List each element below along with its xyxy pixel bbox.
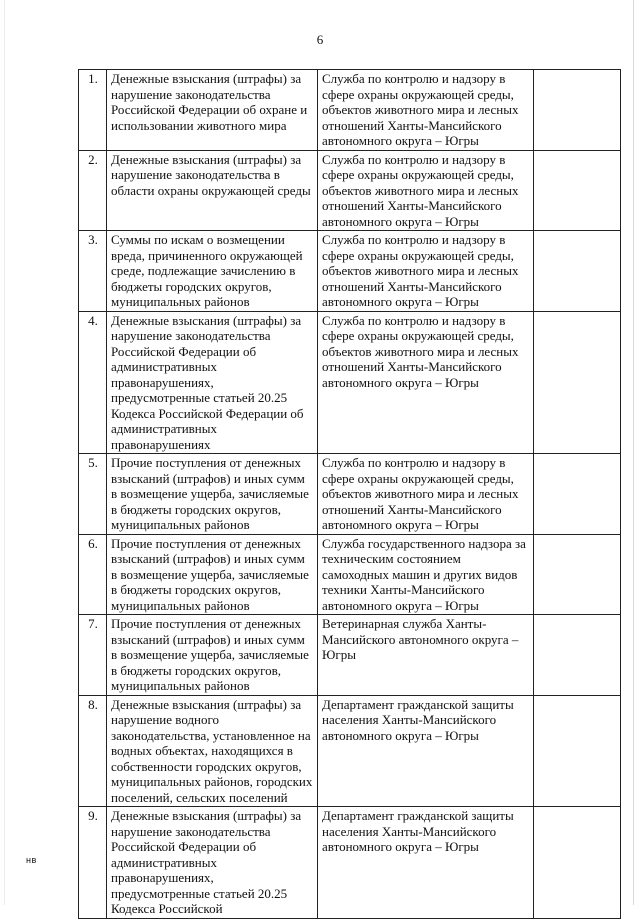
revenue-type-cell: Денежные взыскания (штрафы) за нарушение законодательства в области охраны окружающей среды	[107, 150, 318, 231]
table-row	[79, 70, 621, 151]
revenue-type-cell: Денежные взыскания (штрафы) за нарушение законодательства Российской Федерации об охране и использовании животного мира	[107, 70, 318, 151]
administrator-cell: Департамент гражданской защиты населения Ханты-Мансийского автономного округа – Югры	[318, 807, 534, 919]
administrator-cell: Служба по контролю и надзору в сфере охраны окружающей среды, объектов животного мира и лесных отношений Ханты-Мансийского автономного округа – Югры	[318, 70, 534, 151]
row-number: 3.	[79, 231, 107, 312]
empty-cell	[534, 695, 621, 807]
administrator-cell: Служба государственного надзора за техническим состоянием самоходных машин и других видов техники Ханты-Мансийского автономного округа – Югры	[318, 534, 534, 615]
empty-cell	[534, 534, 621, 615]
empty-cell	[534, 311, 621, 454]
table-row	[79, 231, 621, 312]
empty-cell	[534, 807, 621, 919]
empty-cell	[534, 70, 621, 151]
administrator-cell: Служба по контролю и надзору в сфере охраны окружающей среды, объектов животного мира и лесных отношений Ханты-Мансийского автономного округа – Югры	[318, 454, 534, 535]
page-number: 6	[316, 32, 324, 47]
row-number: 2.	[79, 150, 107, 231]
empty-cell	[534, 615, 621, 696]
table-row	[79, 615, 621, 696]
revenue-type-cell: Суммы по искам о возмещении вреда, причиненного окружающей среде, подлежащие зачислению в бюджеты городских округов, муниципальных районов	[107, 231, 318, 312]
empty-cell	[534, 454, 621, 535]
table-row	[79, 311, 621, 454]
administrator-cell: Служба по контролю и надзору в сфере охраны окружающей среды, объектов животного мира и лесных отношений Ханты-Мансийского автономного округа – Югры	[318, 150, 534, 231]
revenue-type-cell: Прочие поступления от денежных взысканий (штрафов) и иных сумм в возмещение ущерба, зачисляемые в бюджеты городских округов, муниципальных районов	[107, 534, 318, 615]
scan-edge-left	[4, 0, 5, 905]
row-number: 8.	[79, 695, 107, 807]
row-number: 4.	[79, 311, 107, 454]
administrator-cell: Служба по контролю и надзору в сфере охраны окружающей среды, объектов животного мира и лесных отношений Ханты-Мансийского автономного округа – Югры	[318, 231, 534, 312]
row-number: 6.	[79, 534, 107, 615]
administrator-cell: Департамент гражданской защиты населения Ханты-Мансийского автономного округа – Югры	[318, 695, 534, 807]
revenue-type-cell: Денежные взыскания (штрафы) за нарушение законодательства Российской Федерации об административных правонарушениях, предусмотренные статьей 20.25 Кодекса Российской	[107, 807, 318, 919]
row-number: 9.	[79, 807, 107, 919]
administrator-cell: Служба по контролю и надзору в сфере охраны окружающей среды, объектов животного мира и лесных отношений Ханты-Мансийского автономного округа – Югры	[318, 311, 534, 454]
table-row	[79, 807, 621, 919]
row-number: 5.	[79, 454, 107, 535]
row-number: 7.	[79, 615, 107, 696]
table-row	[79, 534, 621, 615]
revenue-type-cell: Денежные взыскания (штрафы) за нарушение законодательства Российской Федерации об административных правонарушениях, предусмотренные статьей 20.25 Кодекса Российской Федерации об административных правонарушениях	[107, 311, 318, 454]
footer-initials: нв	[26, 855, 37, 865]
table-row	[79, 695, 621, 807]
scan-edge-right	[633, 0, 634, 905]
administrator-cell: Ветеринарная служба Ханты-Мансийского автономного округа – Югры	[318, 615, 534, 696]
revenue-type-cell: Денежные взыскания (штрафы) за нарушение водного законодательства, установленное на водных объектах, находящихся в собственности городских округов, муниципальных районов, городских поселений, сельских поселений	[107, 695, 318, 807]
table-row	[79, 454, 621, 535]
empty-cell	[534, 150, 621, 231]
table-row	[79, 150, 621, 231]
revenue-type-cell: Прочие поступления от денежных взысканий (штрафов) и иных сумм в возмещение ущерба, зачисляемые в бюджеты городских округов, муниципальных районов	[107, 454, 318, 535]
row-number: 1.	[79, 70, 107, 151]
empty-cell	[534, 231, 621, 312]
revenue-authority-table	[78, 69, 621, 919]
revenue-type-cell: Прочие поступления от денежных взысканий (штрафов) и иных сумм в возмещение ущерба, зачисляемые в бюджеты городских округов, муниципальных районов	[107, 615, 318, 696]
